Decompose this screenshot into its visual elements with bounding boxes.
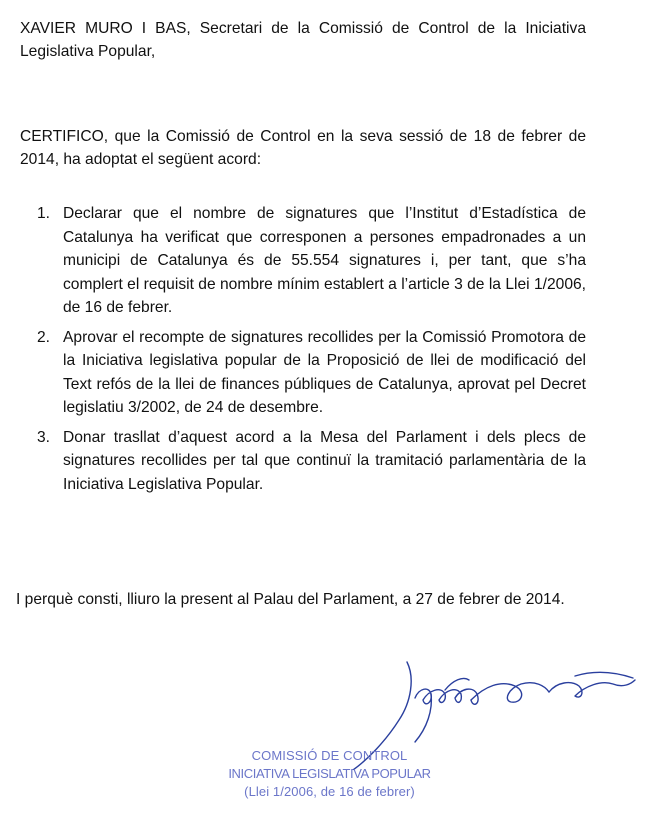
certifico-paragraph: CERTIFICO, que la Comissió de Control en la seva sessió de 18 de febrer de 2014, ha adoptat el següent acord: — [20, 128, 586, 168]
official-stamp — [222, 747, 437, 801]
agreement-number: 3. — [37, 428, 51, 446]
agreement-item — [37, 426, 586, 497]
stamp-line-2: INICIATIVA LEGISLATIVA POPULAR — [228, 766, 431, 781]
stamp-line-1: COMISSIÓ DE CONTROL — [251, 748, 408, 763]
agreement-item — [37, 202, 586, 320]
stamp-line-3: (Llei 1/2006, de 16 de febrer) — [244, 784, 415, 799]
agreement-text: Declarar que el nombre de signatures que l’Institut d’Estadística de Catalunya ha verificat que corresponen a persones empadronades a un municipi de Catalunya és de 55.554 signatures i, per tant, que s’ha complert el requisit de nombre mínim establert a l’article 3 de la Llei 1/2006, de 16 de febrer. — [63, 205, 586, 316]
agreement-text: Donar trasllat d’aquest acord a la Mesa del Parlament i dels plecs de signatures recollides per tal que continuï la tramitació parlamentària de la Iniciativa Legislativa Popular. — [63, 428, 586, 493]
agreement-text: Aprovar el recompte de signatures recollides per la Comissió Promotora de la Iniciativa legislativa popular de la Proposició de llei de modificació del Text refós de la llei de finances públiques de Catalunya, aprovat pel Decret legislatiu 3/2002, de 24 de desembre. — [63, 328, 586, 416]
agreements-list — [37, 202, 586, 502]
closing-paragraph: I perquè consti, lliuro la present al Palau del Parlament, a 27 de febrer de 2014. — [16, 591, 565, 608]
opening-paragraph: XAVIER MURO I BAS, Secretari de la Comissió de Control de la Iniciativa Legislativa Popular, — [20, 20, 586, 60]
agreement-item — [37, 326, 586, 420]
agreement-number: 1. — [37, 205, 51, 222]
agreement-number: 2. — [37, 328, 51, 346]
